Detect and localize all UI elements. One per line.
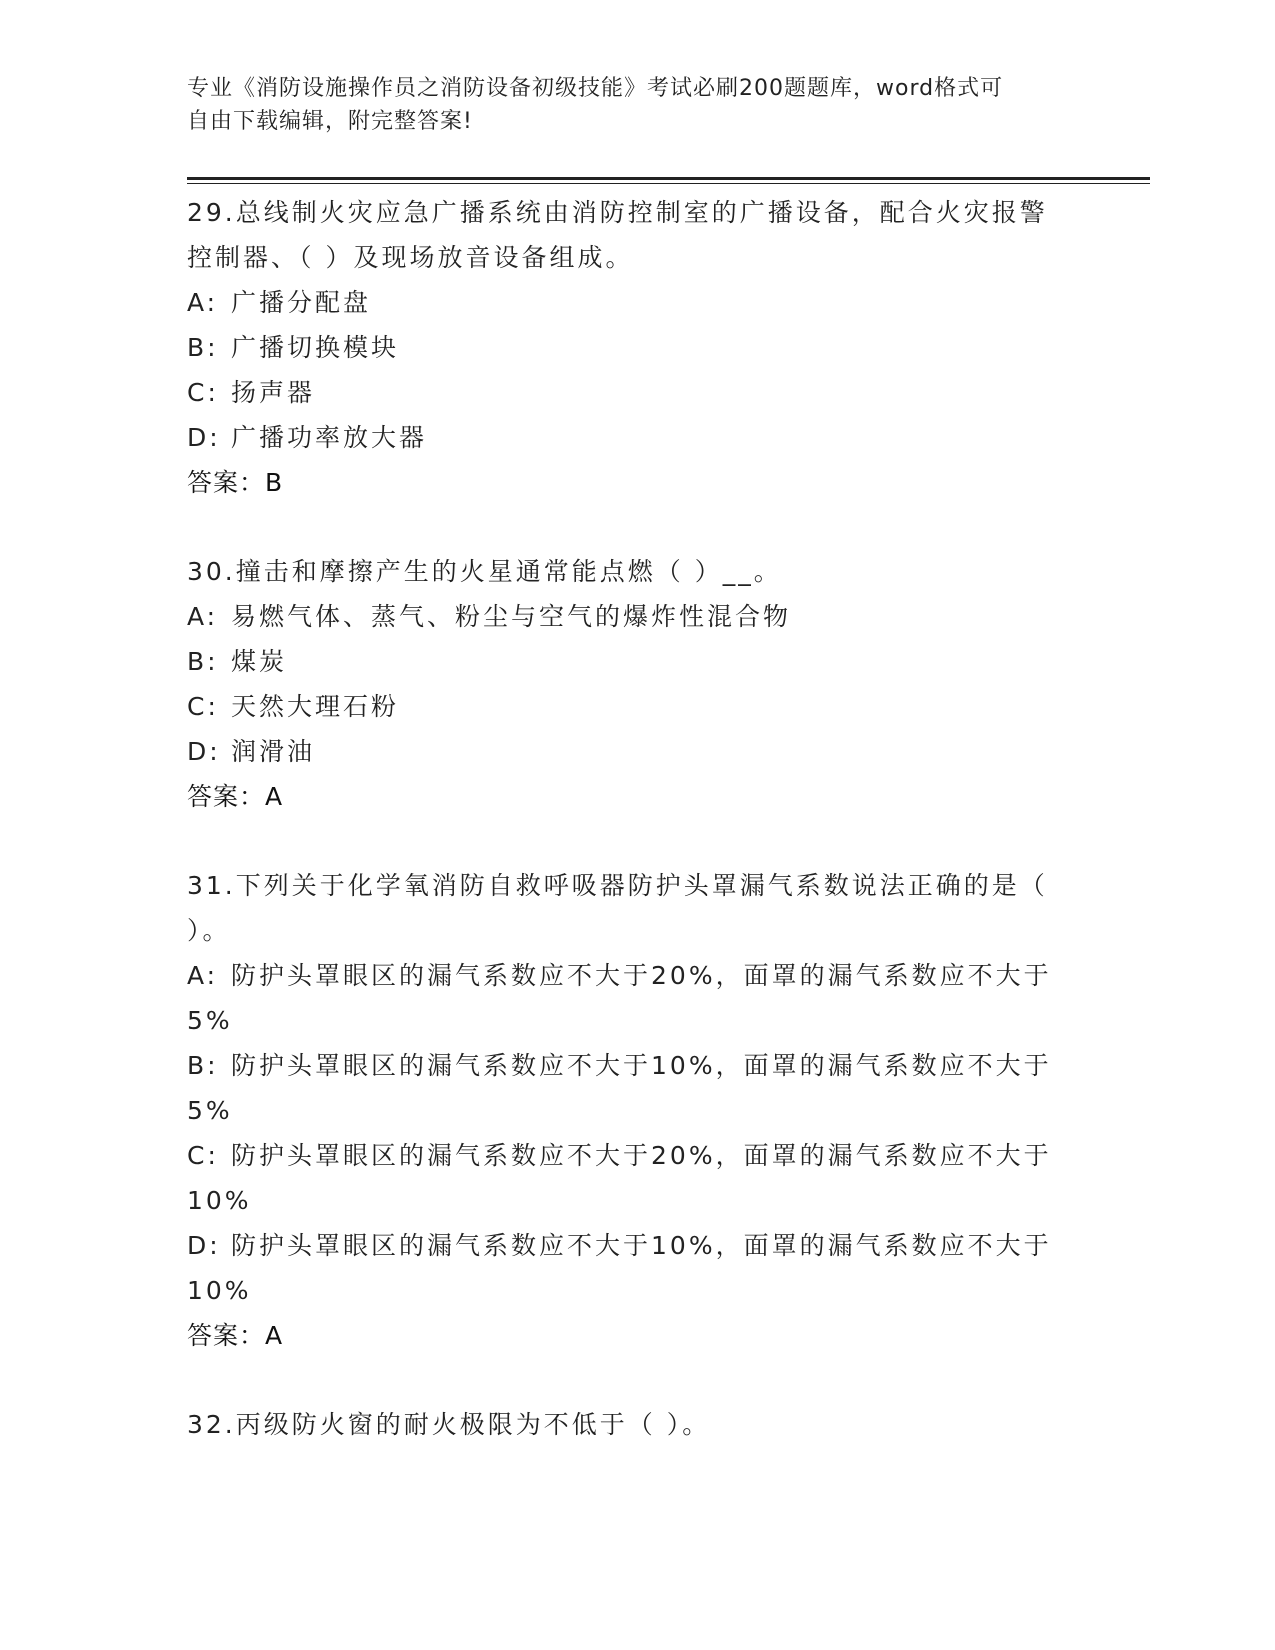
question-text-line-2: ）。	[187, 916, 231, 945]
option-b	[187, 325, 1087, 370]
question-number: 30.	[187, 557, 236, 586]
option-text: 扬声器	[231, 378, 316, 407]
option-a	[187, 953, 1087, 998]
answer-value: B	[265, 468, 284, 497]
option-d	[187, 1223, 1087, 1268]
answer-label: 答案：	[187, 468, 266, 497]
question-text-line-1: 撞击和摩擦产生的火星通常能点燃（ ）__。	[235, 557, 782, 586]
option-key: C:	[187, 692, 219, 721]
option-key: D:	[187, 1231, 221, 1260]
question-32	[187, 1402, 1087, 1447]
option-text: 防护头罩眼区的漏气系数应不大于20%，面罩的漏气系数应不大于	[231, 1141, 1052, 1170]
option-key: A:	[187, 602, 219, 631]
option-key: D:	[187, 423, 221, 452]
header-line-1: 专业《消防设施操作员之消防设备初级技能》考试必刷200题题库，word格式可	[187, 76, 1004, 101]
question-text	[187, 549, 1087, 594]
option-key: B:	[187, 333, 219, 362]
question-text	[187, 190, 1087, 235]
answer-value: A	[265, 1321, 284, 1350]
question-list	[187, 190, 1087, 1491]
question-30	[187, 549, 1087, 819]
answer-value: A	[265, 782, 284, 811]
question-text-line-1: 总线制火灾应急广播系统由消防控制室的广播设备，配合火灾报警	[235, 198, 1048, 227]
question-number: 31.	[187, 871, 236, 900]
option-key: A:	[187, 961, 219, 990]
question-text	[187, 863, 1087, 908]
option-text: 防护头罩眼区的漏气系数应不大于10%，面罩的漏气系数应不大于	[231, 1231, 1052, 1260]
header-divider-thick	[187, 177, 1150, 180]
option-key: B:	[187, 1051, 219, 1080]
option-c	[187, 1133, 1087, 1178]
option-text: 润滑油	[231, 737, 316, 766]
option-c	[187, 370, 1087, 415]
option-text: 天然大理石粉	[231, 692, 400, 721]
option-key: B:	[187, 647, 219, 676]
option-a-continued: 5%	[187, 1006, 233, 1035]
option-text: 煤炭	[231, 647, 288, 676]
question-text-line-2: 控制器、（ ）及现场放音设备组成。	[187, 243, 634, 272]
option-a	[187, 594, 1087, 639]
question-text	[187, 1402, 1087, 1447]
option-text: 广播切换模块	[231, 333, 400, 362]
option-c	[187, 684, 1087, 729]
option-b	[187, 639, 1087, 684]
header-divider-thin	[187, 183, 1150, 184]
answer-line	[187, 774, 1087, 819]
option-key: D:	[187, 737, 221, 766]
question-text-line-1: 下列关于化学氧消防自救呼吸器防护头罩漏气系数说法正确的是（	[235, 871, 1048, 900]
answer-line	[187, 460, 1087, 505]
question-29	[187, 190, 1087, 505]
option-a	[187, 280, 1087, 325]
option-key: C:	[187, 378, 219, 407]
option-text: 广播分配盘	[231, 288, 372, 317]
question-text-line-1: 丙级防火窗的耐火极限为不低于（ ）。	[235, 1410, 711, 1439]
option-d-continued: 10%	[187, 1276, 252, 1305]
option-d	[187, 415, 1087, 460]
option-d	[187, 729, 1087, 774]
option-text: 易燃气体、蒸气、粉尘与空气的爆炸性混合物	[231, 602, 792, 631]
option-text: 防护头罩眼区的漏气系数应不大于20%，面罩的漏气系数应不大于	[231, 961, 1052, 990]
option-text: 防护头罩眼区的漏气系数应不大于10%，面罩的漏气系数应不大于	[231, 1051, 1052, 1080]
option-b	[187, 1043, 1087, 1088]
document-header	[187, 72, 1067, 138]
question-31	[187, 863, 1087, 1358]
question-number: 32.	[187, 1410, 236, 1439]
option-key: C:	[187, 1141, 219, 1170]
header-line-2: 自由下载编辑，附完整答案!	[187, 109, 473, 134]
answer-label: 答案：	[187, 1321, 266, 1350]
answer-line	[187, 1313, 1087, 1358]
option-text: 广播功率放大器	[231, 423, 428, 452]
option-b-continued: 5%	[187, 1096, 233, 1125]
question-number: 29.	[187, 198, 236, 227]
option-c-continued: 10%	[187, 1186, 252, 1215]
answer-label: 答案：	[187, 782, 266, 811]
option-key: A:	[187, 288, 219, 317]
